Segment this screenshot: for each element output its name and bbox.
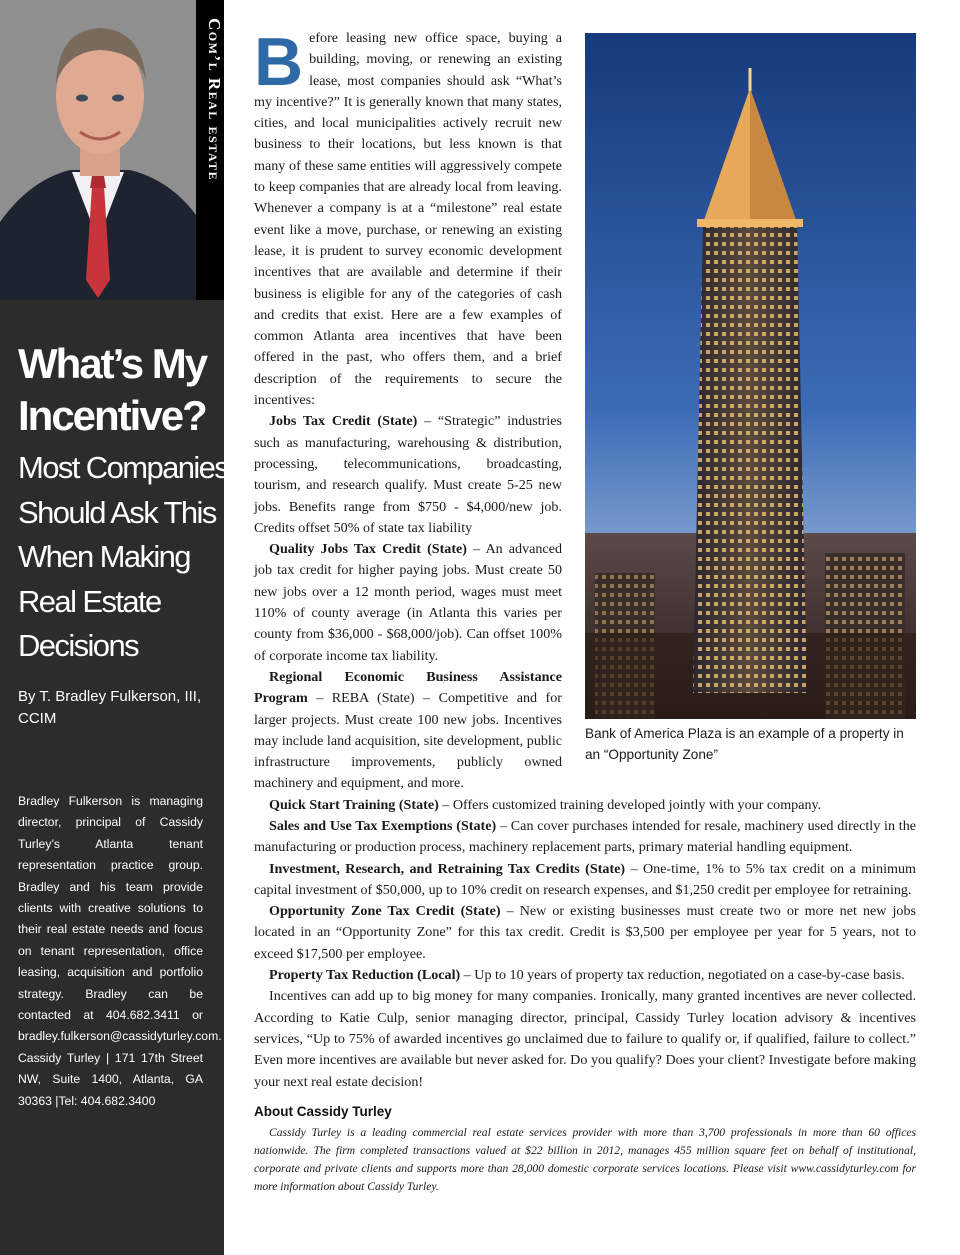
about-paragraph: Cassidy Turley is a leading commercial real estate services provider with more than 3,700 professionals in more than 60 offices nationwide. The firm completed transactions valued at $22 billion in 2012, manages 455 million square feet on behalf of institutional, corporate and private clients and supports more than 28,000 domestic corporate services locations. Please visit www.cassidyturley.com for more information about Cassidy Turley. (254, 1126, 916, 1193)
incentive-title: Opportunity Zone Tax Credit (State) (269, 903, 501, 920)
incentive-description: – An advanced job tax credit for higher paying jobs. Must create 50 new jobs over a 12 month period, wages must meet 110% of county average (in Atlanta this varies per county from $36,000 - $68,000/job). Can offset 100% of corporate income tax liability. (254, 541, 562, 664)
incentive-title: Regional Economic Business Assistance Program (254, 668, 562, 707)
incentive-title: Property Tax Reduction (Local) (269, 967, 461, 984)
incentive-title: Quality Jobs Tax Credit (State) (269, 541, 467, 558)
incentive-title: Jobs Tax Credit (State) (269, 413, 418, 430)
incentive-description: – “Strategic” industries such as manufacturing, warehousing & distribution, processing, telecommunications, broadcasting, tourism, and research qualify. Must create 5-25 new jobs. Benefits range from $750 - $4,000/new job. Credits offset 50% of state tax liability (254, 413, 563, 536)
byline-credential: CCIM (18, 710, 57, 727)
subhead-line: Decisions (18, 628, 138, 663)
subhead-line: Real Estate (18, 583, 161, 619)
author-bio: Bradley Fulkerson is managing director, principal of Cassidy Turley’s Atlanta tenant representation practice group. Bradley and his team provide clients with creative solutions to their real estate needs and focus on tenant representation, office leasing, acquisition and portfolio strategy. Bradley can be contacted at 404.682.3411 or bradley.fulkerson@cassidyturley.com. Cassidy Turley | 171 17th Street NW, Suite 1400, Atlanta, GA 30363 |Tel: 404.682.3400 (18, 794, 222, 1108)
incentive-description: – Up to 10 years of property tax reduction, negotiated on a case-by-case basis. (460, 967, 905, 984)
photo-caption: Bank of America Plaza is an example of a property in an “Opportunity Zone” (585, 726, 904, 762)
drop-cap: B (254, 24, 304, 100)
byline (18, 686, 208, 730)
headline-line: Incentive? (18, 392, 206, 439)
incentive-title: Sales and Use Tax Exemptions (State) (269, 817, 497, 834)
incentive-description: – REBA (State) – Competitive and for larger projects. Must create 100 new jobs. Incentives may include land acquisition, site development, public infrastructure improvements, publicly owned machinery and equipment, and more. (254, 690, 562, 792)
incentive-item (254, 859, 916, 902)
subhead-line: When Making (18, 539, 190, 574)
article-headline (18, 338, 218, 442)
about-heading: About Cassidy Turley (254, 1104, 392, 1119)
closing-paragraph: Incentives can add up to big money for many companies. Ironically, many granted incentives are never collected. According to Katie Culp, senior managing director, principal, Cassidy Turley location advisory & incentives services, “Up to 75% of awarded incentives go unclaimed due to failure to qualify or, if qualified, failure to collect.” Even more incentives are available but never asked for. Do you qualify? Does your client? Investigate before making your next real estate decision! (254, 988, 916, 1090)
article-subhead (18, 446, 229, 669)
incentive-title: Investment, Research, and Retraining Tax Credits (State) (269, 860, 626, 877)
incentive-title: Quick Start Training (State) (269, 796, 439, 813)
byline-name: By T. Bradley Fulkerson, III, (18, 688, 202, 705)
incentive-item (254, 795, 916, 816)
incentive-item (254, 901, 916, 965)
intro-paragraph: efore leasing new office space, buying a building, moving, or renewing an existing lease, most companies should ask “What’s my incentive?” It is generally known that many states, cities, and local municipalities actively recruit new business to their locations, but less known is that many of these same entities will aggressively compete to keep companies that are already local from leaving. Whenever a company is at a “milestone” real estate event like a move, purchase, or renewing an existing lease, it is prudent to survey economic development incentives that are available and determine if their business is eligible for any of the categories of cash and credits that exist. Here are a few examples of common Atlanta area incentives that have been offered in the past, who offers them, and a brief description of the requirements to secure the incentives: (254, 30, 562, 409)
incentive-description: – One-time, 1% to 5% tax credit on a minimum capital investment of $50,000, up to 10% credit on research expenses, and $1,250 credit per employee for retraining. (254, 860, 916, 898)
subhead-line: Should Ask This (18, 494, 216, 530)
incentive-item (254, 965, 916, 986)
author-headshot (0, 0, 196, 300)
headline-line: What’s My (18, 340, 207, 387)
bank-of-america-plaza-photo (585, 33, 916, 719)
subhead-line: Most Companies (18, 450, 229, 485)
incentive-item (254, 816, 916, 859)
section-label: Com’l Real estate (205, 18, 224, 182)
incentive-description: – New or existing businesses must create two or more net new jobs located in an “Opportunity Zone” for this tax credit. Credit is $3,500 per employee per year for 5 years, not to exceed $17,500 per employee. (254, 903, 916, 962)
incentive-description: – Can cover purchases intended for resale, machinery used directly in the manufacturing or production process, machinery replacement parts, primary material handling equipment. (254, 817, 916, 856)
incentive-description: – Offers customized training developed jointly with your company. (438, 796, 822, 813)
